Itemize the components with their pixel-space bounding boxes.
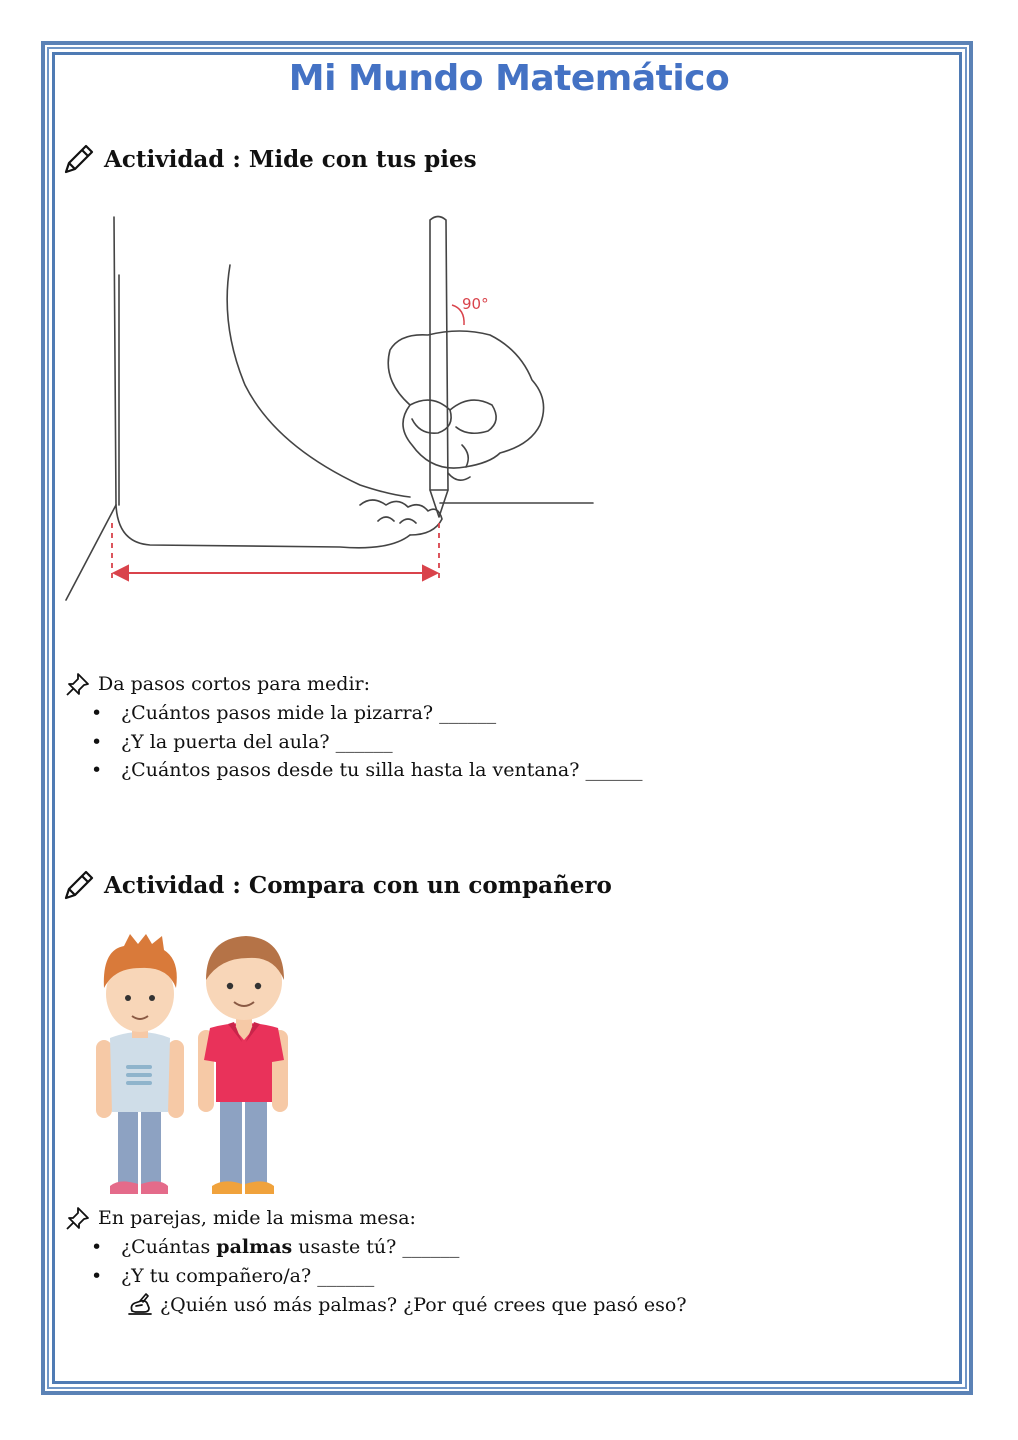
child-left xyxy=(96,934,184,1194)
activity-1-heading xyxy=(62,142,477,176)
activity-1-title: Actividad : Mide con tus pies xyxy=(104,145,477,173)
list-item: • ¿Y tu compañero/a? ______ xyxy=(91,1262,459,1291)
page-title: Mi Mundo Matemático xyxy=(288,58,730,99)
pencil-icon xyxy=(62,142,96,176)
activity-2-prompt xyxy=(64,1205,416,1231)
activity-1-questions xyxy=(91,699,642,785)
list-item xyxy=(91,1233,459,1262)
activity-1-prompt xyxy=(64,671,370,697)
pushpin-icon xyxy=(64,1205,92,1231)
activity-2-prompt-text: En parejas, mide la misma mesa: xyxy=(98,1207,416,1229)
foot-measure-illustration xyxy=(60,205,605,605)
child-right xyxy=(198,936,288,1194)
list-item: • ¿Cuántos pasos mide la pizarra? ______ xyxy=(91,699,642,728)
list-item: • ¿Cuántos pasos desde tu silla hasta la ventana? ______ xyxy=(91,756,642,785)
angle-label: 90° xyxy=(462,295,489,313)
question-text: ¿Cuántas xyxy=(121,1236,217,1258)
activity-1-prompt-text: Da pasos cortos para medir: xyxy=(98,673,371,695)
activity-2-heading xyxy=(62,868,612,902)
pencil-icon xyxy=(62,868,96,902)
two-children-illustration xyxy=(88,930,298,1200)
reflection-text: ¿Quién usó más palmas? ¿Por qué crees que pasó eso? xyxy=(160,1294,687,1316)
list-item: • ¿Y la puerta del aula? ______ xyxy=(91,728,642,757)
reflection-question xyxy=(126,1292,687,1318)
question-emphasis: palmas xyxy=(216,1236,293,1258)
pushpin-icon xyxy=(64,671,92,697)
activity-2-questions xyxy=(91,1233,459,1290)
activity-2-title: Actividad : Compara con un compañero xyxy=(104,871,612,899)
question-text: usaste tú? ______ xyxy=(292,1236,460,1258)
writing-hand-icon xyxy=(126,1292,154,1318)
